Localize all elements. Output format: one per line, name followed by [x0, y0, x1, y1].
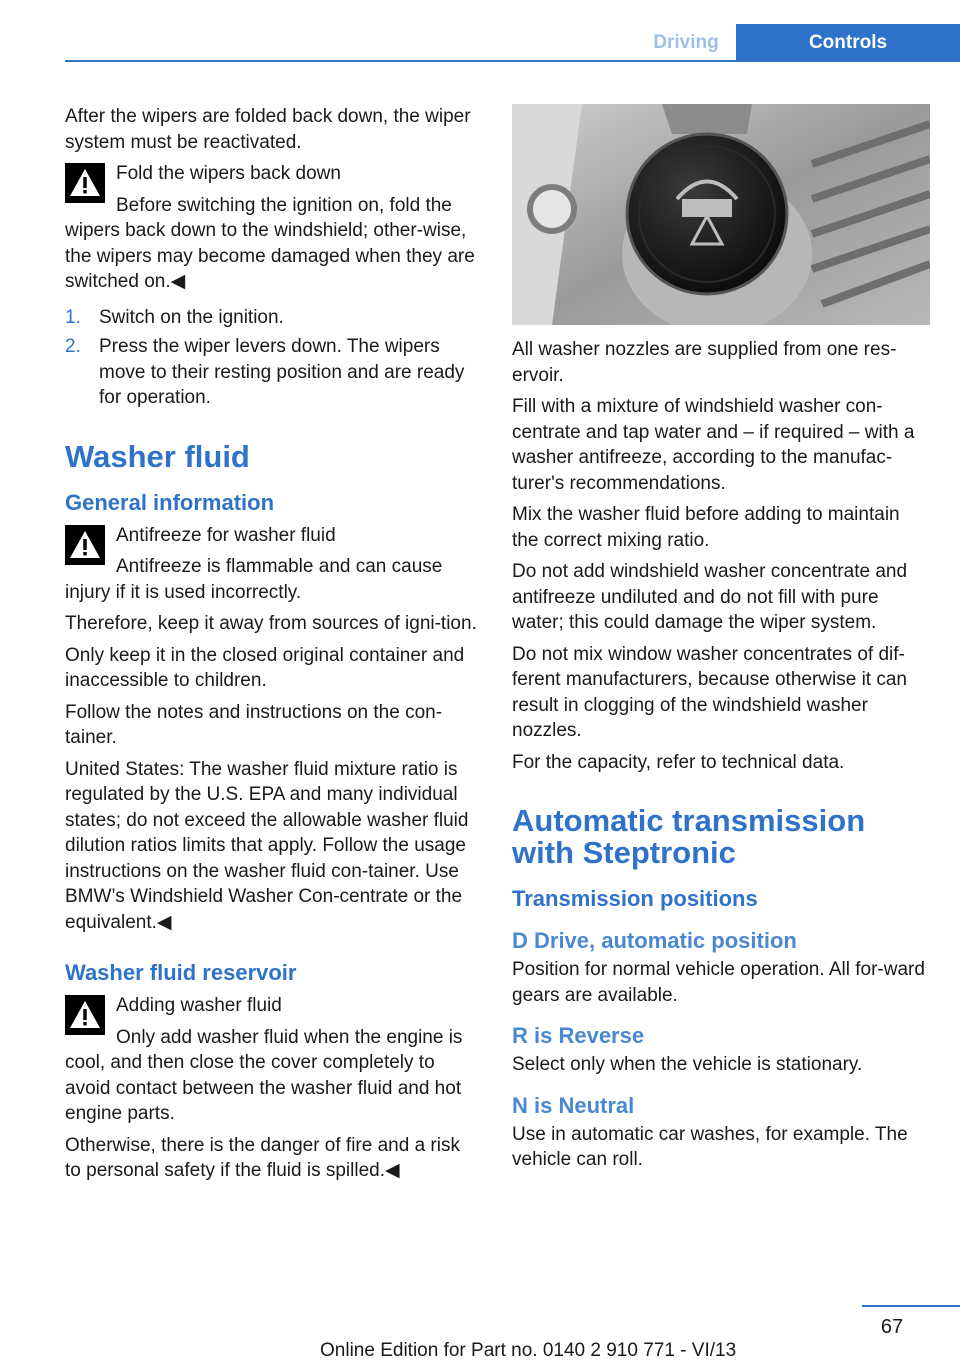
warning-triangle-icon	[65, 525, 105, 565]
left-column	[65, 104, 478, 1190]
paragraph: Therefore, keep it away from sources of igni‐tion.	[65, 613, 477, 634]
warning-fold-wipers	[65, 161, 478, 295]
warning-body: Only add washer fluid when the engine is cool, and then close the cover completely to avoid contact between the washer fluid and hot engine parts.	[65, 1026, 463, 1124]
heading-automatic-transmission: Automatic transmission with Steptronic	[512, 803, 866, 870]
warning-antifreeze	[65, 523, 478, 606]
warning-triangle-icon	[65, 995, 105, 1035]
paragraph: All washer nozzles are supplied from one res‐ervoir.	[512, 339, 897, 386]
right-column	[512, 104, 930, 1179]
paragraph: United States: The washer fluid mixture ratio is regulated by the U.S. EPA and many individual states; do not exceed the allowable washer fluid dilution ratios limits that apply. Follow the usage instructions on the washer fluid con‐tainer. Use BMW’s Windshield Washer Con‐centrate or the equivalent.◀	[65, 758, 469, 933]
paragraph: Fill with a mixture of windshield washer con‐centrate and tap water and – if required – with a washer antifreeze, according to the manufac‐turer's recommendations.	[512, 396, 915, 494]
warning-title: Adding washer fluid	[116, 995, 282, 1016]
footer-rule	[862, 1305, 960, 1307]
paragraph: Use in automatic car washes, for example. The vehicle can roll.	[512, 1123, 908, 1170]
paragraph: Mix the washer fluid before adding to maintain the correct mixing ratio.	[512, 504, 900, 551]
paragraph: Select only when the vehicle is stationary.	[512, 1054, 863, 1075]
heading-d-drive: D Drive, automatic position	[512, 928, 797, 953]
edition-text: Online Edition for Part no. 0140 2 910 771 - VI/13	[320, 1340, 737, 1361]
warning-adding-washer-fluid	[65, 993, 478, 1127]
page-number: 67	[880, 1316, 904, 1338]
warning-title: Fold the wipers back down	[116, 163, 341, 184]
heading-washer-fluid: Washer fluid	[65, 438, 250, 474]
list-item	[65, 334, 478, 411]
warning-triangle-icon	[65, 163, 105, 203]
paragraph: Only keep it in the closed original container and inaccessible to children.	[65, 644, 465, 691]
paragraph: Follow the notes and instructions on the con‐tainer.	[65, 701, 443, 748]
step-text: Press the wiper levers down. The wipers move to their resting position and are ready for operation.	[99, 336, 465, 408]
list-item	[65, 305, 478, 331]
heading-transmission-positions: Transmission positions	[512, 886, 758, 911]
paragraph: Position for normal vehicle operation. All for‐ward gears are available.	[512, 959, 925, 1006]
heading-n-neutral: N is Neutral	[512, 1092, 635, 1118]
heading-general-information: General information	[65, 489, 275, 515]
header-chapter-controls[interactable]: Controls	[736, 24, 960, 61]
paragraph: Do not add windshield washer concentrate and antifreeze undiluted and do not fill with pure water; this could damage the wiper system.	[512, 561, 908, 633]
washer-reservoir-cap-image	[512, 104, 930, 325]
step-number: 1.	[65, 306, 81, 328]
paragraph: For the capacity, refer to technical data.	[512, 751, 845, 773]
header-section-driving[interactable]: Driving	[653, 32, 719, 53]
step-number: 2.	[65, 336, 81, 357]
heading-washer-fluid-reservoir: Washer fluid reservoir	[65, 960, 297, 985]
warning-body: Before switching the ignition on, fold the wipers back down to the windshield; other‐wise, the wipers may become damaged when they are switched on.◀	[65, 194, 475, 292]
header-rule	[65, 60, 960, 62]
warning-title: Antifreeze for washer fluid	[116, 524, 336, 546]
warning-body: Antifreeze is flammable and can cause injury if it is used incorrectly.	[65, 556, 443, 603]
paragraph: Otherwise, there is the danger of fire and a risk to personal safety if the fluid is spilled.◀	[65, 1134, 460, 1181]
steps-list	[65, 305, 478, 411]
heading-r-reverse: R is Reverse	[512, 1023, 645, 1048]
paragraph: Do not mix window washer concentrates of dif‐ferent manufacturers, because otherwise it can result in clogging of the windshield washer nozzles.	[512, 643, 907, 741]
intro-paragraph: After the wipers are folded back down, the wiper system must be reactivated.	[65, 106, 471, 153]
step-text: Switch on the ignition.	[99, 306, 284, 328]
